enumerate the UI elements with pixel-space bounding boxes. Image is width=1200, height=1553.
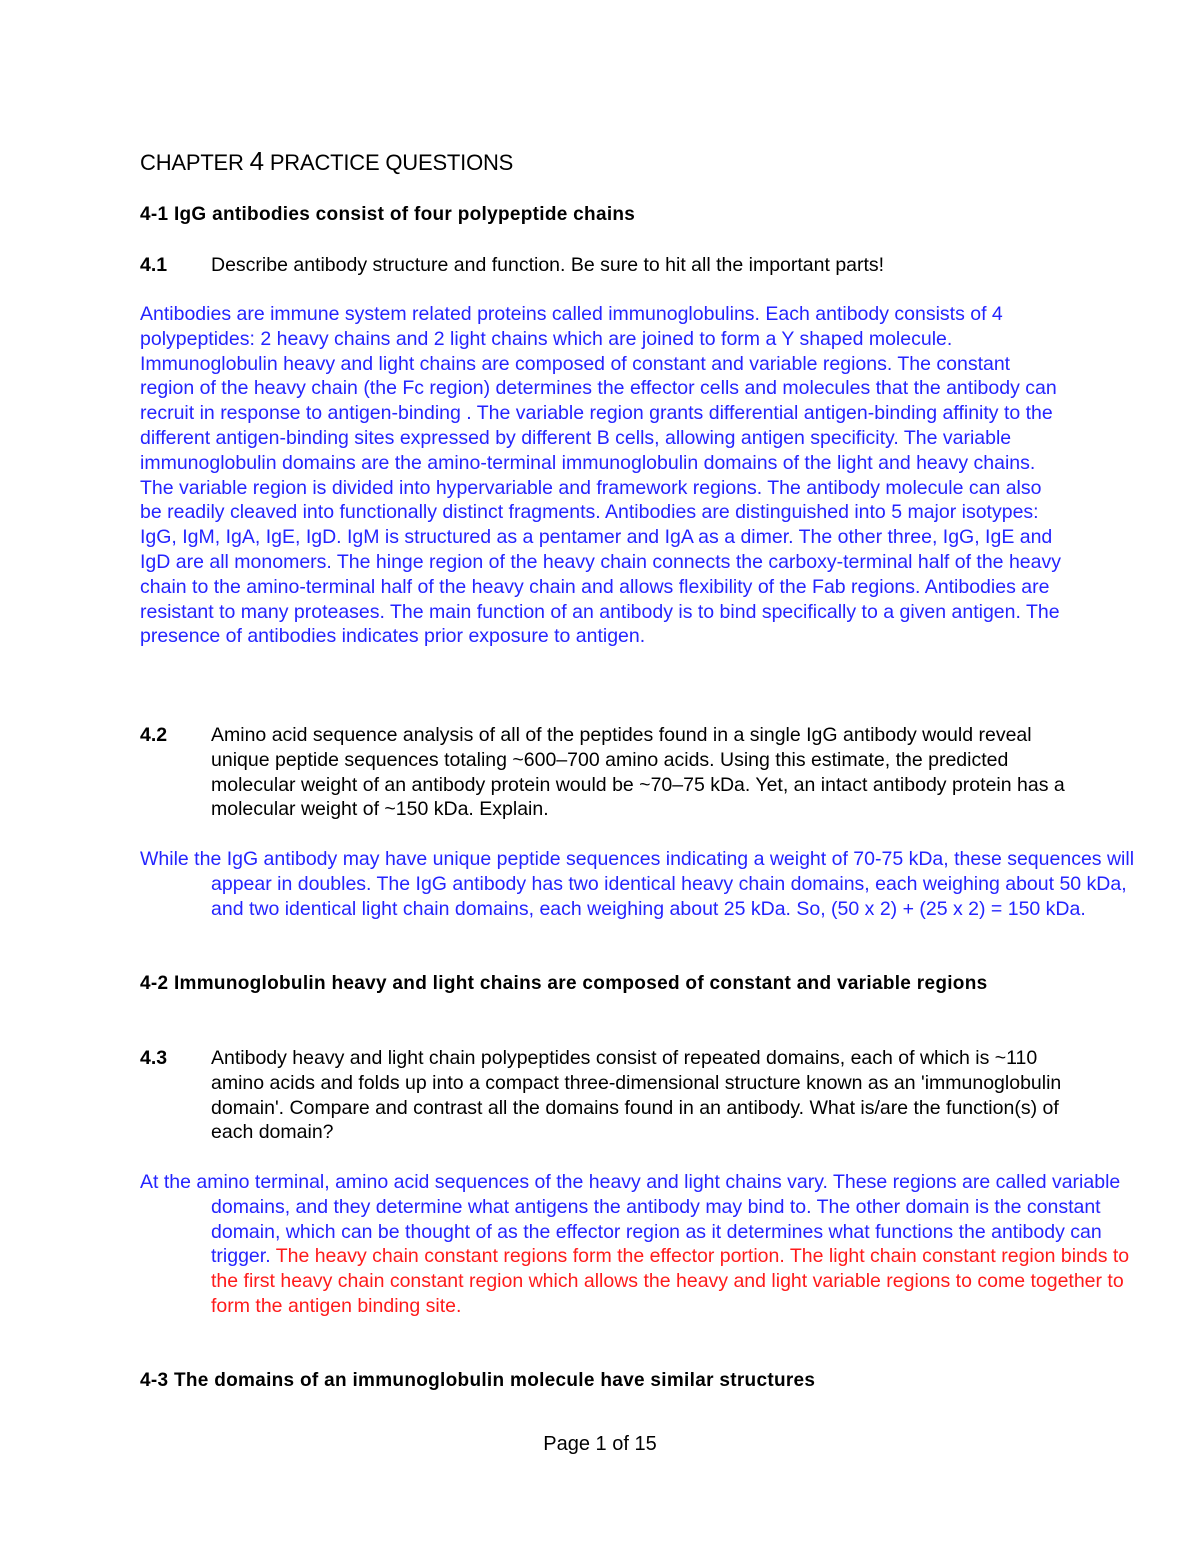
question-text: Amino acid sequence analysis of all of the peptides found in a single IgG antibody would reveal unique peptide sequences totaling ~600–700 amino acids. Using this estimate, the predicted molecular weight of an antibody protein would be ~70–75 kDa. Yet, an intact antibody protein has a molecular weight of ~150 kDa. Explain. — [211, 724, 1065, 821]
answer-4-3-red-text: The heavy chain constant regions form the effector portion. The light chain constant region binds to the first heavy chain constant region which allows the heavy and light variable regions to come together to form the antigen binding site. — [211, 1245, 1130, 1317]
question-4-3 — [140, 1046, 1070, 1145]
question-4-1 — [140, 253, 1070, 278]
section-heading-4-1: 4-1 IgG antibodies consist of four polypeptide chains — [140, 204, 636, 225]
question-text: Antibody heavy and light chain polypeptides consist of repeated domains, each of which is ~110 amino acids and folds up into a compact three-dimensional structure known as an 'immunoglobulin domain'. Compare and contrast all the domains found in an antibody. What is/are the function(s) of each domain? — [211, 1047, 1062, 1144]
answer-4-3 — [140, 1170, 1136, 1319]
question-number: 4.1 — [140, 254, 168, 276]
question-4-2 — [140, 723, 1070, 822]
answer-4-3-blue-text: At the amino terminal, amino acid sequences of the heavy and light chains vary. These regions are called variable domains, and they determine what antigens the antibody may bind to. The other domain is the constant domain, which can be thought of as the effector region as it determines what functions the antibody can trigger. — [140, 1171, 1121, 1268]
section-heading-4-3: 4-3 The domains of an immunoglobulin molecule have similar structures — [140, 1370, 816, 1391]
question-number: 4.3 — [140, 1047, 168, 1069]
question-number: 4.2 — [140, 724, 168, 746]
chapter-title: CHAPTER 4 PRACTICE QUESTIONS — [140, 146, 514, 176]
section-heading-4-2: 4-2 Immunoglobulin heavy and light chains are composed of constant and variable regions — [140, 973, 988, 994]
page-footer: Page 1 of 15 — [543, 1433, 657, 1455]
question-text: Describe antibody structure and function. Be sure to hit all the important parts! — [211, 254, 885, 276]
answer-4-1: Antibodies are immune system related proteins called immunoglobulins. Each antibody consists of 4 polypeptides: 2 heavy chains and 2 light chains which are joined to form a Y shaped molecule. Immunoglobulin heavy and light chains are composed of constant and variable regions. The constant region of the heavy chain (the Fc region) determines the effector cells and molecules that the antibody can recruit in response to antigen-binding . The variable region grants differential antigen-binding affinity to the different antigen-binding sites expressed by different B cells, allowing antigen specificity. The variable immunoglobulin domains are the amino-terminal immunoglobulin domains of the light and heavy chains. The variable region is divided into hypervariable and framework regions. The antibody molecule can also be readily cleaved into functionally distinct fragments. Antibodies are distinguished into 5 major isotypes: IgG, IgM, IgA, IgE, IgD. IgM is structured as a pentamer and IgA as a dimer. The other three, IgG, IgE and IgD are all monomers. The hinge region of the heavy chain connects the carboxy-terminal half of the heavy chain to the amino-terminal half of the heavy chain and allows flexibility of the Fab regions. Antibodies are resistant to many proteases. The main function of an antibody is to bind specifically to a given antigen. The presence of antibodies indicates prior exposure to antigen. — [140, 303, 1061, 648]
answer-4-2: While the IgG antibody may have unique peptide sequences indicating a weight of 70-75 kDa, these sequences will appear in doubles. The IgG antibody has two identical heavy chain domains, each weighing about 50 kDa, and two identical light chain domains, each weighing about 25 kDa. So, (50 x 2) + (25 x 2) = 150 kDa. — [140, 848, 1135, 920]
